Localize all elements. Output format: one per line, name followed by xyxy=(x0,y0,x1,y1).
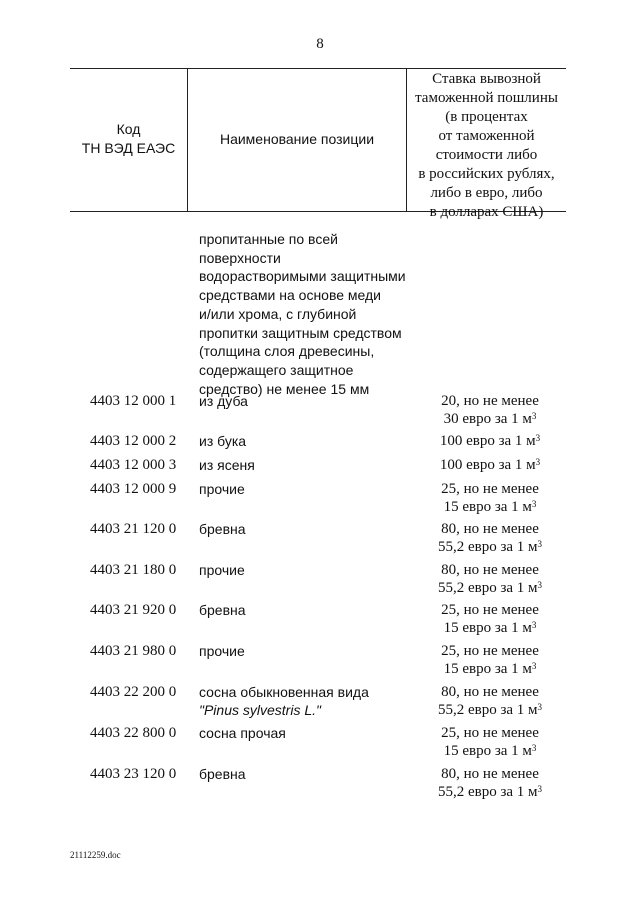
row-code: 4403 12 000 1 xyxy=(90,393,177,409)
row-rate-line: 25, но не менее xyxy=(441,481,539,497)
row-name-line: прочие xyxy=(199,481,245,497)
rate-text: 55,2 евро за 1 м xyxy=(437,580,538,596)
row-rate-line xyxy=(420,660,560,678)
row-rate xyxy=(420,724,560,760)
continuation-line: (толщина слоя древесины, xyxy=(199,343,375,360)
header-rate-line: в долларах США) xyxy=(429,204,544,220)
row-rate-line: 80, но не менее xyxy=(441,562,539,578)
cubic-superscript: 3 xyxy=(531,411,537,421)
row-name xyxy=(199,765,246,783)
rate-text: 100 евро за 1 м xyxy=(439,457,536,473)
continuation-line: содержащего защитное xyxy=(199,361,354,378)
row-name-line: сосна прочая xyxy=(199,725,286,741)
row-name xyxy=(199,480,245,498)
row-code: 4403 22 200 0 xyxy=(90,684,177,700)
rate-text: 100 евро за 1 м xyxy=(439,433,536,449)
rate-text: 55,2 евро за 1 м xyxy=(437,539,538,555)
rate-text: 30 евро за 1 м xyxy=(443,411,532,427)
row-name-line: сосна обыкновенная вида xyxy=(199,684,369,700)
rate-text: 15 евро за 1 м xyxy=(443,620,532,636)
header-top-rule xyxy=(70,68,566,69)
rate-text: 55,2 евро за 1 м xyxy=(437,702,538,718)
row-rate-line xyxy=(420,701,560,719)
row-rate-line xyxy=(420,742,560,760)
document-filename: 21112259.doc xyxy=(70,850,121,860)
cubic-superscript: 3 xyxy=(537,702,543,712)
row-rate-line xyxy=(420,410,560,428)
cubic-superscript: 3 xyxy=(531,620,537,630)
continuation-line: поверхности xyxy=(199,249,281,266)
header-rate-line: в российских рублях, xyxy=(418,166,555,182)
row-name xyxy=(199,683,369,719)
row-rate-line: 20, но не менее xyxy=(441,393,539,409)
row-rate-line xyxy=(420,538,560,556)
row-rate-line: 25, но не менее xyxy=(441,643,539,659)
row-name xyxy=(199,601,246,619)
cubic-superscript: 3 xyxy=(537,784,543,794)
continuation-line: средствами на основе меди xyxy=(199,287,382,304)
row-name xyxy=(199,520,246,538)
continuation-line: пропитанные по всей xyxy=(199,231,338,247)
row-code: 4403 21 980 0 xyxy=(90,643,177,659)
row-code: 4403 12 000 3 xyxy=(90,457,177,473)
row-name-line: бревна xyxy=(199,602,246,618)
row-code: 4403 21 180 0 xyxy=(90,562,177,578)
row-code: 4403 12 000 9 xyxy=(90,481,177,497)
cubic-superscript: 3 xyxy=(535,457,541,467)
row-name-line: бревна xyxy=(199,521,246,537)
row-rate xyxy=(420,683,560,719)
header-rate-line: стоимости либо xyxy=(435,147,538,163)
row-name-line: из дуба xyxy=(199,393,248,409)
row-name-line-latin: "Pinus sylvestris L." xyxy=(199,702,321,718)
header-name xyxy=(188,130,406,149)
row-rate xyxy=(420,520,560,556)
header-rate xyxy=(407,70,566,222)
row-rate-line xyxy=(420,432,560,450)
row-rate xyxy=(420,642,560,678)
header-rate-line: либо в евро, либо xyxy=(430,185,543,201)
header-rate-line: (в процентах xyxy=(445,109,528,125)
row-rate xyxy=(420,432,560,450)
row-rate xyxy=(420,561,560,597)
row-name xyxy=(199,432,246,450)
header-rate-line: от таможенной xyxy=(438,128,535,144)
rate-text: 15 евро за 1 м xyxy=(443,499,532,515)
cubic-superscript: 3 xyxy=(537,580,543,590)
header-code-line: ТН ВЭД ЕАЭС xyxy=(81,140,176,156)
row-rate xyxy=(420,480,560,516)
rate-text: 55,2 евро за 1 м xyxy=(437,784,538,800)
continuation-line: средство) не менее 15 мм xyxy=(199,380,370,397)
row-name-line: прочие xyxy=(199,562,245,578)
row-rate xyxy=(420,456,560,474)
row-rate-line: 80, но не менее xyxy=(441,766,539,782)
row-rate-line xyxy=(420,619,560,637)
cubic-superscript: 3 xyxy=(535,433,541,443)
row-name-line: бревна xyxy=(199,766,246,782)
row-rate xyxy=(420,601,560,637)
row-rate-line: 25, но не менее xyxy=(441,725,539,741)
row-rate-line xyxy=(420,579,560,597)
row-name-line: прочие xyxy=(199,643,245,659)
row-rate-line: 80, но не менее xyxy=(441,684,539,700)
row-code: 4403 12 000 2 xyxy=(90,433,177,449)
cubic-superscript: 3 xyxy=(537,539,543,549)
continuation-text xyxy=(199,230,406,398)
row-name xyxy=(199,724,286,742)
header-rate-line: Ставка вывозной xyxy=(432,71,541,87)
rate-text: 15 евро за 1 м xyxy=(443,661,532,677)
header-name-line: Наименование позиции xyxy=(219,131,375,147)
row-code: 4403 23 120 0 xyxy=(90,766,177,782)
row-rate-line xyxy=(420,498,560,516)
cubic-superscript: 3 xyxy=(531,661,537,671)
row-rate-line xyxy=(420,783,560,801)
row-name xyxy=(199,642,245,660)
continuation-line: и/или хрома, с глубиной xyxy=(199,305,357,322)
row-name xyxy=(199,456,255,474)
row-rate-line: 25, но не менее xyxy=(441,602,539,618)
row-name xyxy=(199,561,245,579)
row-rate xyxy=(420,392,560,428)
cubic-superscript: 3 xyxy=(531,499,537,509)
continuation-line: пропитки защитным средством xyxy=(199,324,402,341)
header-rate-line: таможенной пошлины xyxy=(415,90,558,106)
cubic-superscript: 3 xyxy=(531,743,537,753)
row-rate-line xyxy=(420,456,560,474)
row-rate xyxy=(420,765,560,801)
header-code-line: Код xyxy=(116,121,141,137)
continuation-line: водорастворимыми защитными xyxy=(199,268,406,285)
header-code xyxy=(70,120,187,158)
row-name-line: из ясеня xyxy=(199,457,255,473)
row-name-line: из бука xyxy=(199,433,247,449)
row-code: 4403 21 920 0 xyxy=(90,602,177,618)
row-code: 4403 21 120 0 xyxy=(90,521,177,537)
page-number: 8 xyxy=(316,36,324,52)
rate-text: 15 евро за 1 м xyxy=(443,743,532,759)
row-rate-line: 80, но не менее xyxy=(441,521,539,537)
row-name xyxy=(199,392,248,410)
row-code: 4403 22 800 0 xyxy=(90,725,177,741)
